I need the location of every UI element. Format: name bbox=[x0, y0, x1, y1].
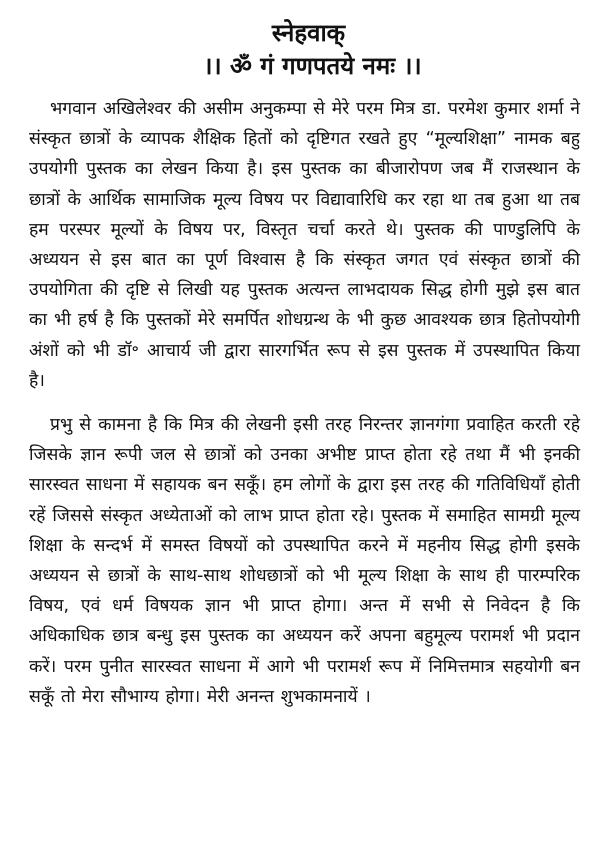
page-title: स्नेहवाक् bbox=[271, 19, 346, 47]
paragraph-1: भगवान अखिलेश्वर की असीम अनुकम्पा से मेरे परम मित्र डा. परमेश कुमार शर्मा ने संस्कृत छात्रों के व्यापक शैक्षिक हितों को दृष्टिगत रखते हुए “मूल्यशिक्षा” नामक बहु उपयोगी पुस्तक का लेखन किया है। इस पुस्तक का बीजारोपण जब मैं राजस्थान के छात्रों के आर्थिक सामाजिक मूल्य विषय पर विद्यावारिधि कर रहा था तब हुआ था तब हम परस्पर मूल्यों के विषय पर, विस्तृत चर्चा करते थे। पुस्तक की पाण्डुलिपि के अध्ययन से इस बात का पूर्ण विश्वास है कि संस्कृत जगत एवं संस्कृत छात्रों की उपयोगिता की दृष्टि से लिखी यह पुस्तक अत्यन्त लाभदायक सिद्ध होगी मुझे इस बात का भी हर्ष है कि पुस्तकों मेरे समर्पित शोधग्रन्थ के भी कुछ आवश्यक छात्र हितोपयोगी अंशों को भी डॉ॰ आचार्य जी द्वारा सारगर्भित रूप से इस पुस्तक में उपस्थापित किया है। bbox=[29, 99, 580, 391]
invocation-line: ।। ॐ गं गणपतये नमः ।। bbox=[203, 52, 422, 80]
paragraph-2: प्रभु से कामना है कि मित्र की लेखनी इसी तरह निरन्तर ज्ञानगंगा प्रवाहित करती रहे जिसके ज्ञान रूपी जल से छात्रों को उनका अभीष्ट प्राप्त होता रहे तथा मैं भी इनकी सारस्वत साधना में सहायक बन सकूँ। हम लोगों के द्वारा इस तरह की गतिविधियाँ होती रहें जिससे संस्कृत अध्येताओं को लाभ प्राप्त होता रहे। पुस्तक में समाहित सामग्री मूल्य शिक्षा के सन्दर्भ में समस्त विषयों को उपस्थापित करने में महनीय सिद्ध होगी इसके अध्ययन से छात्रों के साथ-साथ शोधछात्रों को भी मूल्य शिक्षा के साथ ही पारम्परिक विषय, एवं धर्म विषयक ज्ञान भी प्राप्त होगा। अन्त में सभी से निवेदन है कि अधिकाधिक छात्र बन्धु इस पुस्तक का अध्ययन करें अपना बहुमूल्य परामर्श भी प्रदान करें। परम पुनीत सारस्वत साधना में आगे भी परामर्श रूप में निमित्तमात्र सहयोगी बन सकूँ तो मेरा सौभाग्य होगा। मेरी अनन्त शुभकामनायें । bbox=[29, 415, 580, 707]
